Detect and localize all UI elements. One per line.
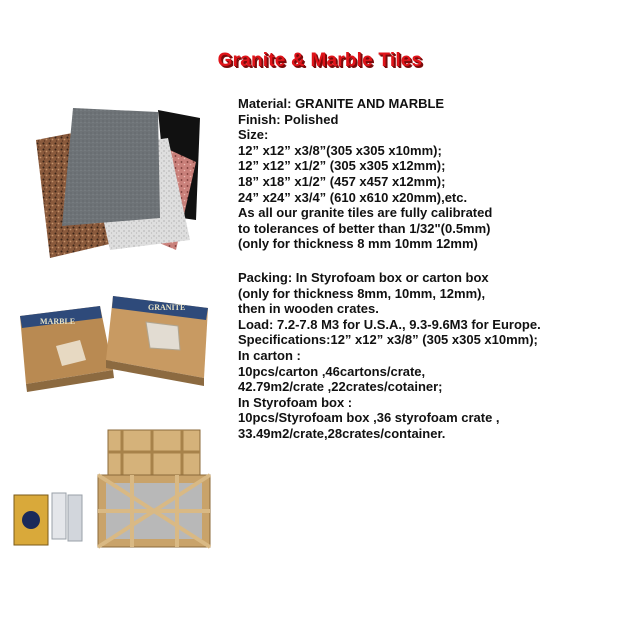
cartons-image xyxy=(18,288,218,398)
spec-line: Size: xyxy=(238,127,269,143)
packing-line: Specifications:12” x12” x3/8” (305 x305 x10mm); xyxy=(238,332,538,348)
packing-line: Load: 7.2-7.8 M3 for U.S.A., 9.3-9.6M3 for Europe. xyxy=(238,316,541,332)
marble-carton-label: MARBLE xyxy=(40,317,76,326)
packing-line: (only for thickness 8mm, 10mm, 12mm), xyxy=(238,285,486,301)
spec-line: 12” x12” x3/8”(305 x305 x10mm); xyxy=(238,142,442,158)
granite-carton-label: GRANITE xyxy=(148,303,186,312)
packing-line: 10pcs/Styrofoam box ,36 styrofoam crate , xyxy=(238,410,500,426)
packing-line: Packing: In Styrofoam box or carton box xyxy=(238,270,489,285)
page-title: Granite & Marble Tiles xyxy=(217,50,423,71)
packing-line: 10pcs/carton ,46cartons/crate, xyxy=(238,363,426,379)
spec-line: Finish: Polished xyxy=(238,111,339,127)
spec-line: (only for thickness 8 mm 10mm 12mm) xyxy=(238,236,478,252)
grey-tile xyxy=(62,108,160,226)
packing-line: 33.49m2/crate,28crates/container. xyxy=(238,425,446,441)
tiles-stack-image xyxy=(18,100,218,265)
spec-line: 18” x18” x1/2” (457 x457 x12mm); xyxy=(238,173,446,189)
spec-line: As all our granite tiles are fully calibrated xyxy=(238,205,493,221)
spec-line: to tolerances of better than 1/32"(0.5mm) xyxy=(238,220,491,236)
crates-image xyxy=(12,425,217,555)
spec-line: 24” x24” x3/4” (610 x610 x20mm),etc. xyxy=(238,189,468,205)
spec-line: 12” x12” x1/2” (305 x305 x12mm); xyxy=(238,158,446,174)
packing-line: 42.79m2/crate ,22crates/cotainer; xyxy=(238,379,443,395)
spec-line: Material: GRANITE AND MARBLE xyxy=(238,96,445,111)
packing-text xyxy=(238,270,541,442)
packing-line: then in wooden crates. xyxy=(238,301,379,317)
packing-line: In carton : xyxy=(238,347,301,363)
specifications-text xyxy=(238,96,492,252)
packing-line: In Styrofoam box : xyxy=(238,394,353,410)
